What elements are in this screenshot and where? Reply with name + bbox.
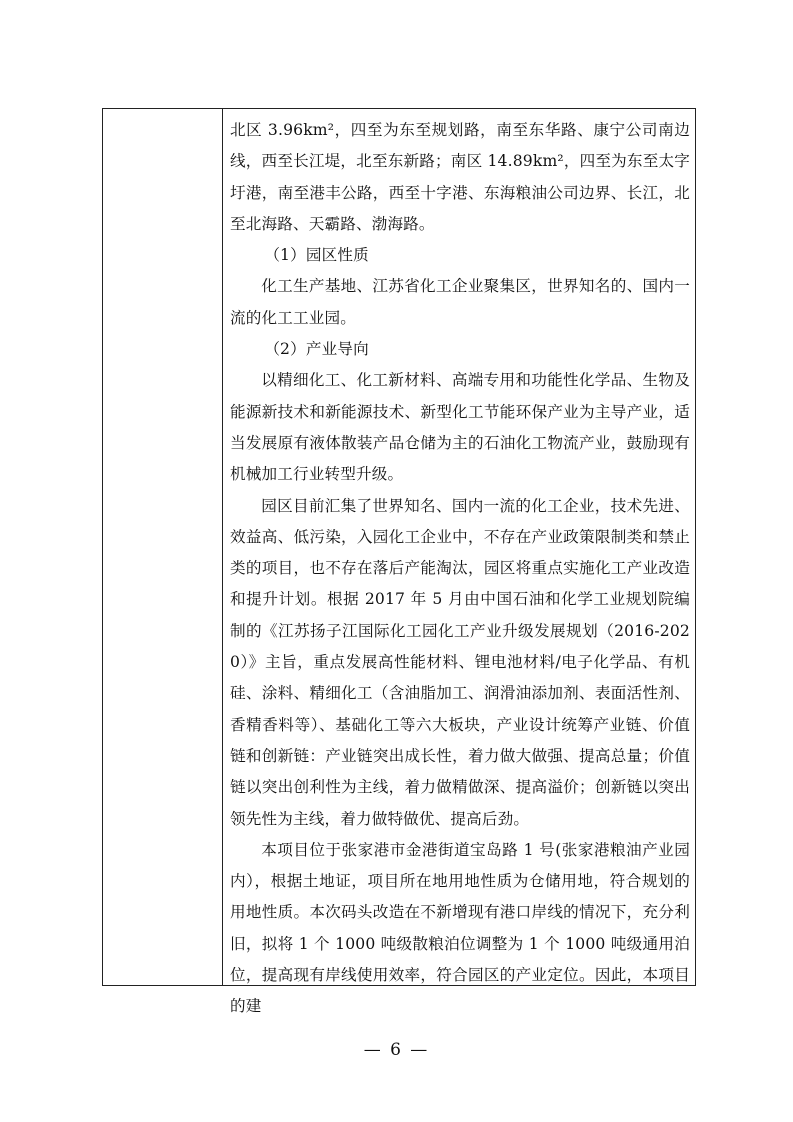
paragraph-district-boundaries: 北区 3.96km²，四至为东至规划路，南至东华路、康宁公司南边线，西至长江堤，北至东新路；南区 14.89km²，四至为东至太字圩港，南至港丰公路，西至十字港、东海粮油公司边界、长江，北至北海路、天霸路、渤海路。: [230, 121, 690, 233]
paragraph-industry-orientation: 以精细化工、化工新材料、高端专用和功能性化学品、生物及能源新技术和新能源技术、新型化工节能环保产业为主导产业，适当发展原有液体散装产品仓储为主的石油化工物流产业，鼓励现有机械加工行业转型升级。: [230, 371, 690, 484]
heading-industry-orientation: （2）产业导向: [264, 340, 369, 359]
paragraph-park-nature: 化工生产基地、江苏省化工企业聚集区，世界知名的、国内一流的化工工业园。: [230, 277, 690, 327]
heading-park-nature: （1）园区性质: [264, 246, 369, 265]
paragraph-park-enterprises: 园区目前汇集了世界知名、国内一流的化工企业，技术先进、效益高、低污染，入园化工企业中，不存在产业政策限制类和禁止类的项目，也不存在落后产能淘汰，园区将重点实施化工产业改造和提升计划。根据 2017 年 5 月由中国石油和化学工业规划院编制的《江苏扬子江国际化工园化工产业升级发展规划（2016-2020）》主旨，重点发展高性能材料、锂电池材料/电子化学品、有机硅、涂料、精细化工（含油脂加工、润滑油添加剂、表面活性剂、香精香料等）、基础化工等六大板块，产业设计统筹产业链、价值链和创新链：产业链突出成长性，着力做大做强、提高总量；价值链以突出创利性为主线，着力做精做深、提高溢价；创新链以突出领先性为主线，着力做特做优、提高后劲。: [230, 496, 690, 828]
table-column-divider: [222, 109, 223, 985]
document-table: [102, 108, 696, 1016]
table-content-cell: [230, 115, 690, 1023]
table-label-cell: [103, 109, 222, 985]
page-number: — 6 —: [363, 1040, 430, 1060]
paragraph-project-location: 本项目位于张家港市金港街道宝岛路 1 号(张家港粮油产业园内），根据土地证，项目所在地用地性质为仓储用地，符合规划的用地性质。本次码头改造在不新增现有港口岸线的情况下，充分利旧，拟将 1 个 1000 吨级散粮泊位调整为 1 个 1000 吨级通用泊位，提高现有岸线使用效率，符合园区的产业定位。因此，本项目的建: [230, 840, 690, 1016]
